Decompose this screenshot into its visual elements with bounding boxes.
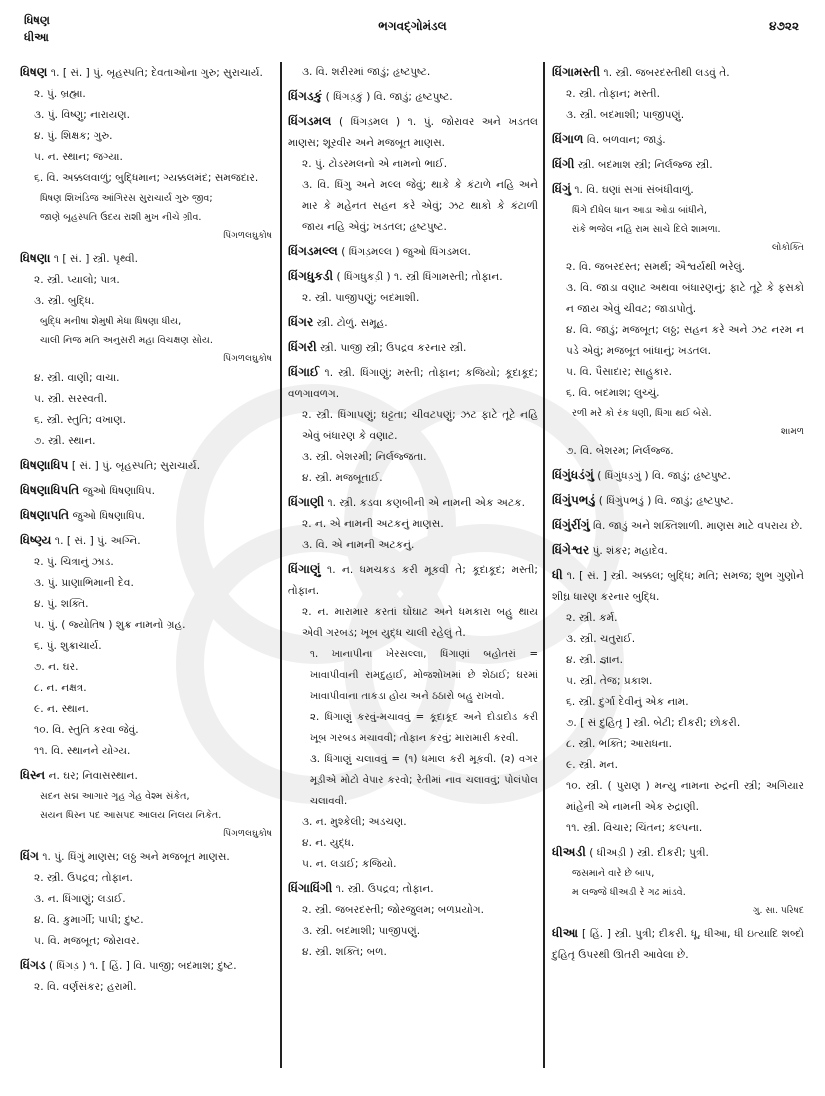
entry-first-line: [552, 62, 804, 84]
quotation-source: લોકોક્તિ: [772, 242, 804, 253]
headword: ધિષણાપતિ: [20, 508, 70, 522]
entry-first-line: [288, 111, 538, 154]
idiom-example: ૧. ખાનાપીના ખેરસલ્લા, ધિંગાણાં બહોતરાં = ખાવાપીવાની રામદુહાઈ, મોજશોખમાં છે શેઠાઈ; ઘરમાં ખાવાપીવાના તાકડા હોય અને ઠઠારો બહુ રાખવો.: [310, 649, 538, 702]
definition: ૧. [ સં. ] પું. અગ્નિ.: [54, 535, 141, 547]
sense: ૩. પું. પ્રાણાભિમાની દેવ.: [34, 577, 134, 589]
entry-first-line: [288, 559, 538, 602]
sense: ૫. વિ. પૈસાદાર; સાહુકાર.: [566, 366, 673, 378]
sense: ૩. સ્ત્રી. બદમાશી; પાજીપણું.: [566, 109, 685, 121]
column-divider: [280, 62, 282, 1068]
headword: ધિંગધુકડી: [288, 269, 334, 283]
dictionary-entry: [288, 878, 538, 963]
entry-first-line: [20, 62, 272, 84]
sense: ૩. સ્ત્રી. બુદ્ધિ.: [34, 295, 95, 307]
definition: [ સં. ] પું. બૃહસ્પતિ; સુરાચાર્ય.: [71, 460, 201, 472]
headword: ધિંગુંરીંગું: [552, 518, 590, 532]
dictionary-entry: [552, 154, 804, 176]
dictionary-entry: [552, 62, 804, 126]
dictionary-entry: [552, 515, 804, 537]
dictionary-entry: [20, 480, 272, 502]
quotation-line: સયન ધિસ્ન પદ આસપદ આલય નિલય નિકેત.: [40, 810, 222, 821]
sense: ૪. ન. યુદ્ધ.: [302, 837, 355, 849]
definition: ( ધિંગડ઼મલ ) ૧. પું. જોરાવર અને ખડતલ માણસ; શૂરવીર અને મજબૂત માણસ.: [288, 116, 538, 149]
entry-first-line: [20, 530, 272, 552]
headword: ધિંગાણી: [288, 495, 325, 509]
page-number: ૪૭૨૨: [769, 19, 799, 33]
definition: ૧. પું. ધિંગું માણસ; લઠ્ઠ અને મજબૂત માણસ.: [42, 851, 230, 863]
definition: ( ધિંગુંપભડ઼ું ) વિ. જાડું; હૃષ્ટપુષ્ટ.: [598, 495, 734, 507]
headword: ધિંગડકું: [288, 89, 323, 103]
guide-last-word: ધીઆ: [24, 30, 49, 44]
definition: ૧. [ સં. ] પું. બૃહસ્પતિ; દેવતાઓના ગુરુ; સુરાચાર્ય.: [50, 67, 263, 79]
dictionary-entry: [552, 179, 804, 462]
headword: ધિષ્ણ્ય: [20, 533, 52, 547]
column-3: [552, 62, 804, 969]
dictionary-entry: [552, 490, 804, 512]
dictionary-entry: [552, 565, 804, 839]
definition: ૧. [ સં. ] સ્ત્રી. અક્કલ; બુદ્ધિ; મતિ; સમજ; શુભ ગુણોને શીઘ્ર ધારણ કરનાર બુદ્ધિ.: [552, 570, 805, 603]
entry-first-line: [20, 455, 272, 477]
quotation-source: શામળ: [781, 426, 804, 437]
dictionary-entry: [20, 955, 272, 998]
headword: ધિંગી: [552, 157, 575, 171]
sense: ૯. સ્ત્રી. મન.: [566, 759, 618, 771]
headword: ધિંગામસ્તી: [552, 65, 601, 79]
sense: ૩. ન. ધિંગાણું; લડાઈ.: [34, 893, 126, 905]
definition: વિ. જાડું અને શક્તિશાળી. માણસ માટે વપરાય છે.: [593, 520, 803, 532]
entry-first-line: [288, 241, 538, 263]
dictionary-entry: [552, 842, 804, 920]
sense: ૩. વિ. એ નામની અટકનું.: [302, 539, 415, 551]
entry-first-line: [288, 362, 538, 405]
quotation-line: ચાલી નિજ મતિ અનુસરી મહા વિચક્ષણ સોય.: [40, 335, 213, 346]
entry-first-line: [552, 490, 804, 512]
sense: ૪. સ્ત્રી. મજબૂતાઈ.: [302, 472, 383, 484]
sense: ૩. ન. મુશ્કેલી; અડચણ.: [302, 816, 407, 828]
quotation-line: રાંકે ભજેલ નહિ રામ સાચે દિલે શામળા.: [572, 224, 721, 235]
sense: ૨. સ્ત્રી. ઉપદ્રવ; તોફાન.: [34, 872, 133, 884]
entry-first-line: [20, 248, 272, 270]
sense: ૬. વિ. અક્કલવાળું; બુદ્ધિમાન; ગ્યક્કલમંદ; સમજદાર.: [34, 172, 259, 184]
headword: ધિંગુંધડંગું: [552, 468, 594, 482]
headword: ધી: [552, 568, 563, 582]
dictionary-entry: [288, 266, 538, 309]
headword: ધીઆ: [552, 926, 579, 940]
headword: ધિંગરી: [288, 340, 317, 354]
entry-first-line: [552, 842, 804, 864]
definition: [ હિં. ] સ્ત્રી. પુત્રી; દીકરી. ધૂ, ધીઆ, ધી ઇત્યાદિ શબ્દો દુહિતૃ ઉપરથી ઊતરી આવેલા છે.: [552, 928, 804, 961]
definition: ( ધિંગધુકડ઼ી ) ૧. સ્ત્રી ધિંગામસ્તી; તોફાન.: [336, 271, 503, 283]
sense: ૫. વિ. મજબૂત; જોરાવર.: [34, 935, 140, 947]
sense: ૪. સ્ત્રી. શક્તિ; બળ.: [302, 946, 387, 958]
definition: જુઓ ધિષણાધિપ.: [82, 485, 156, 497]
dictionary-entry: [288, 86, 538, 108]
entry-first-line: [552, 154, 804, 176]
headword: ધિંગેશ્વર: [552, 543, 590, 557]
headword: ધિંગડ: [20, 958, 46, 972]
sense: ૨. પું. ટોડરમલનો એ નામનો ભાઈ.: [302, 158, 448, 170]
headword: ધિસ્ન: [20, 768, 46, 782]
sense: ૯. ન. સ્થાન.: [34, 703, 89, 715]
sense: ૫. સ્ત્રી. તેજ; પ્રકાશ.: [566, 675, 653, 687]
idiom-example: ૩. ધિંગાણું ચલાવવું = (૧) ધમાલ કરી મૂકવી. (૨) વગર મૂડીએ મોટો વેપાર કરવો; રેતીમાં નાવ ચલાવવું; પોલંપોલ ચલાવવી.: [310, 754, 538, 807]
sense: ૧૧. સ્ત્રી. વિચાર; ચિંતન; કલ્પના.: [566, 822, 703, 834]
sense: ૩. વિ. ધિંગુ અને મલ્લ જેવું; થાકે કે કંટાળે નહિ અને માર કે મહેનત સહન કરે એવું; ઝટ થાકો કે કંટાળી જાય નહિ એવું; ખડતલ; હૃષ્ટપુષ્ટ.: [302, 179, 538, 233]
headword: ધિંગાળ: [552, 132, 584, 146]
dictionary-entry: [552, 129, 804, 151]
dictionary-entry: [20, 530, 272, 762]
sense: ૨. સ્ત્રી. પાજીપણું; બદમાશી.: [302, 292, 420, 304]
sense: ૫. ન. સ્થાન; જગ્યા.: [34, 151, 123, 163]
entry-first-line: [288, 337, 538, 359]
dictionary-entry: [288, 62, 538, 83]
dictionary-entry: [288, 492, 538, 556]
dictionary-entry: [288, 559, 538, 875]
sense: ૬. સ્ત્રી. દુર્ગા દેવીનું એક નામ.: [566, 696, 689, 708]
sense: ૨. ન. મારામાર કરતાં ઘોંઘાટ અને ધમકારા બહુ થાય એવી ગરબડ; ખૂબ યુદ્ધ ચાલી રહેલું તે.: [302, 606, 538, 639]
sense: ૪. સ્ત્રી. વાણી; વાચા.: [34, 372, 120, 384]
entry-first-line: [552, 565, 804, 608]
quotation-line: બુદ્ધિ મનીષા શેમુષી મેધા ધિષણા ધીય,: [40, 316, 182, 327]
sense: ૭. વિ. બેશરમ; નિર્લજ્જ.: [566, 445, 674, 457]
headword: ધીઅડી: [552, 845, 586, 859]
sense: ૩. વિ. શરીરમાં જાડું; હૃષ્ટપુષ્ટ.: [302, 66, 431, 78]
headword: ધિષણાધિપતિ: [20, 483, 80, 497]
definition: સ્ત્રી. પાજી સ્ત્રી; ઉપદ્રવ કરનાર સ્ત્રી.: [320, 342, 467, 354]
dictionary-entry: [20, 846, 272, 952]
definition: વિ. બળવાન; જાડું.: [586, 134, 666, 146]
sense: ૩. પું. વિષ્ણુ; નારાયણ.: [34, 109, 131, 121]
sense: ૨. વિ. જબરદસ્ત; સમર્થ; ઐશ્વર્યથી ભરેલું.: [566, 261, 745, 273]
definition: ( ધિંગડ઼કું ) વિ. જાડું; હૃષ્ટપુષ્ટ.: [325, 91, 453, 103]
definition: સ્ત્રી. ટોળું. સમૂહ.: [316, 317, 388, 329]
sense: ૬. વિ. બદમાશ; લુચ્ચું.: [566, 387, 660, 399]
dictionary-entry: [552, 923, 804, 966]
quotation-line: ધિષણ શિખંડિજ આંગિરસ સુરાચાર્ય ગુરુ જીવ;: [40, 193, 213, 204]
sense: ૨. પું. બ્રહ્મા.: [34, 88, 86, 100]
definition: ૧ [ સં. ] સ્ત્રી. પૃથ્વી.: [53, 253, 139, 265]
sense: ૧૧. વિ. સ્થાનને યોગ્ય.: [34, 745, 131, 757]
definition: ૧. સ્ત્રી. જબરદસ્તીથી લડવું તે.: [603, 67, 730, 79]
definition: જુઓ ધિષણાધિપ.: [72, 510, 145, 522]
dictionary-entry: [552, 465, 804, 487]
headword: ધિંગુંપભડું: [552, 493, 596, 507]
sense: ૨. ન. એ નામની અટકનું માણસ.: [302, 518, 444, 530]
headword: ધિંગડમલ્લ: [288, 244, 338, 258]
sense: ૭. ન. ઘર.: [34, 661, 79, 673]
sense: ૮. ન. નક્ષત્ર.: [34, 682, 87, 694]
headword: ધિષણ: [20, 65, 48, 79]
quotation-line: મ લજ્જે ધીઅડી રે ગઢ માંડવે.: [572, 887, 686, 898]
sense: ૨. સ્ત્રી. તોફાન; મસ્તી.: [566, 88, 660, 100]
entry-first-line: [552, 515, 804, 537]
sense: ૫. પું. ( જ્યોતિષ ) શુક્ર નામનો ગ્રહ.: [34, 619, 186, 631]
quotation-source: પિંગળલઘુકોષ: [223, 230, 272, 241]
definition: સ્ત્રી. બદમાશ સ્ત્રી; નિર્લજ્જ સ્ત્રી.: [577, 159, 713, 171]
column-2: [288, 62, 538, 966]
entry-first-line: [288, 266, 538, 288]
entry-first-line: [552, 540, 804, 562]
definition: ૧. ન. ધમચકડ કરી મૂકવી તે; કૂદાકૂદ; મસ્તી; તોફાન.: [288, 564, 538, 597]
sense: ૧૦. સ્ત્રી. ( પુરાણ ) મન્યુ નામના રુદ્રની સ્ત્રી; અગિયાર માંહેની એ નામની એક રુદ્રાણી.: [566, 780, 804, 813]
dictionary-entry: [20, 455, 272, 477]
definition: ૧. સ્ત્રી. ધિંગાણું; મસ્તી; તોફાન; કજિયો; કૂદાકૂદ; વળગાવળગ.: [288, 367, 538, 400]
running-head: [0, 0, 825, 60]
sense: ૫. સ્ત્રી. સરસ્વતી.: [34, 393, 108, 405]
sense: ૨. સ્ત્રી. ધિંગાપણું; ઘટ્ટતા; ચીવટપણું; ઝટ ફાટે તૂટે નહિ એવું બંધારણ કે વણાટ.: [302, 409, 538, 442]
headword: ધિંગર: [288, 315, 314, 329]
entry-first-line: [552, 129, 804, 151]
quotation-line: ધિંગે દીધેલ ધાન આડા ઓડા બાંધીને,: [572, 205, 707, 216]
sense: ૩. સ્ત્રી. બેશરમી; નિર્લજ્જતા.: [302, 451, 427, 463]
quotation-line: સદન સદ્મ આગાર ગૃહ ગેહ વેશ્મ સંકેત,: [40, 791, 190, 802]
quotation-source: પિંગળલઘુકોષ: [223, 353, 272, 364]
definition: ( ધીઅડ઼ી ) સ્ત્રી. દીકરી; પુત્રી.: [589, 847, 709, 859]
sense: ૭. [ સં દુહિતૃ ] સ્ત્રી. બેટી; દીકરી; છોકરી.: [566, 717, 741, 729]
entry-first-line: [20, 505, 272, 527]
sense: ૩. વિ. જાડા વણાટ અથવા બંધારણનું; ફાટે તૂટે કે ફસકો ન જાય એવું ચીવટ; જાડાપોતું.: [566, 282, 804, 315]
entry-first-line: [552, 465, 804, 487]
entry-first-line: [20, 480, 272, 502]
headword: ધિષણાધિપ: [20, 458, 69, 472]
definition: ૧. સ્ત્રી. ઉપદ્રવ; તોફાન.: [335, 883, 434, 895]
dictionary-entry: [288, 111, 538, 238]
dictionary-entry: [20, 248, 272, 452]
dictionary-entry: [20, 62, 272, 245]
entry-first-line: [288, 312, 538, 334]
guide-first-word: ધિષણ: [24, 13, 50, 27]
headword: ધિંગડમલ: [288, 114, 332, 128]
quotation-line: જસમાને વારે છે બાપ,: [572, 868, 655, 879]
definition: ૧. વિ. ઘણાં સગાં સંબંધીવાળું.: [574, 184, 694, 196]
sense: ૮. સ્ત્રી. ભક્તિ; આરાધના.: [566, 738, 673, 750]
idiom-example: ૨. ધિંગાણું કરવું-મચાવવું = કૂદાકૂદ અને દોડાદોડ કરી ખૂબ ગરબડ મચાવવી; તોફાન કરવું; મારામારી કરવી.: [310, 712, 538, 744]
quotation-line: જાણે બૃહસ્પતિ ઉદય રાશી મુખ નીચે ગ્રીવ.: [40, 212, 202, 223]
sense: ૪. સ્ત્રી. જ્ઞાન.: [566, 654, 624, 666]
sense: ૬. પું. શુક્રાચાર્ય.: [34, 640, 102, 652]
headword: ધિંગાધિંગી: [288, 881, 333, 895]
sense: ૩. સ્ત્રી. બદમાશી; પાજીપણું.: [302, 925, 421, 937]
dictionary-entry: [20, 765, 272, 843]
dictionary-entry: [288, 362, 538, 489]
sense: ૬. સ્ત્રી. સ્તુતિ; વખાણ.: [34, 414, 126, 426]
entry-first-line: [20, 955, 272, 977]
sense: ૪. વિ. કુમાર્ગી; પાપી; દુષ્ટ.: [34, 914, 144, 926]
dictionary-entry: [288, 241, 538, 263]
quotation-line: રળી મરે કો રંક ધણી, ધિંગા થઈ બેસે.: [572, 408, 712, 419]
entry-first-line: [552, 923, 804, 966]
dictionary-entry: [288, 312, 538, 334]
headword: ધિંગું: [552, 182, 571, 196]
entry-first-line: [288, 492, 538, 514]
entry-first-line: [288, 86, 538, 108]
definition: ( ધિંગુંધડ઼ગું ) વિ. જાડું; હૃષ્ટપુષ્ટ.: [597, 470, 731, 482]
definition: ૧. સ્ત્રી. કડવા કણબીની એ નામની એક અટક.: [327, 497, 525, 509]
headword: ધિષણા: [20, 251, 51, 265]
sense: ૫. ન. લડાઈ; કજિયો.: [302, 858, 397, 870]
headword: ધિંગાઈ: [288, 365, 320, 379]
quotation-source: ગુ. સા. પરિષદ: [752, 905, 804, 916]
sense: ૪. પું. શિક્ષક; ગુરુ.: [34, 130, 113, 142]
sense: ૧૦. વિ. સ્તુતિ કરવા જેવું.: [34, 724, 139, 736]
entry-first-line: [20, 846, 272, 868]
sense: ૨. સ્ત્રી. કર્મ.: [566, 612, 618, 624]
definition: ( ધિંગડ઼મલ્લ ) જુઓ ધિંગડમલ.: [341, 246, 471, 258]
definition: ન. ઘર; નિવાસસ્થાન.: [48, 770, 138, 782]
dictionary-entry: [288, 337, 538, 359]
entry-first-line: [552, 179, 804, 201]
sense: ૭. સ્ત્રી. સ્થાન.: [34, 435, 96, 447]
dictionary-entry: [20, 505, 272, 527]
headword: ધિંગાણું: [288, 562, 321, 576]
headword: ધિંગ: [20, 849, 39, 863]
sense: ૩. સ્ત્રી. ચતુરાઈ.: [566, 633, 636, 645]
page-title: ભગવદ્ગોમંડલ: [378, 19, 447, 33]
sense: ૪. પું. શક્તિ.: [34, 598, 89, 610]
dictionary-entry: [552, 540, 804, 562]
sense: ૨. પું. ચિત્રાનું ઝાડ.: [34, 556, 114, 568]
column-divider: [543, 62, 545, 1068]
column-1: [20, 62, 272, 1001]
definition: ( ધિંગડ઼ ) ૧. [ હિં. ] વિ. પાજી; બદમાશ; દુષ્ટ.: [49, 960, 237, 972]
definition: પું. શંકર; મહાદેવ.: [592, 545, 668, 557]
entry-first-line: [20, 765, 272, 787]
sense: ૨. સ્ત્રી. પ્યાલો; પાત્ર.: [34, 274, 120, 286]
entry-first-line: [288, 878, 538, 900]
sense: ૪. વિ. જાડું; મજબૂત; લઠ્ઠ; સહન કરે અને ઝટ નરમ ન પડે એવું; મજબૂત બાંધાનું; ખડતલ.: [566, 324, 804, 357]
quotation-source: પિંગળલઘુકોષ: [223, 828, 272, 839]
sense: ૨. વિ. વર્ણસંકર; હરામી.: [34, 981, 137, 993]
sense: ૨. સ્ત્રી. જબરદસ્તી; જોરજુલમ; બળપ્રયોગ.: [302, 904, 484, 916]
